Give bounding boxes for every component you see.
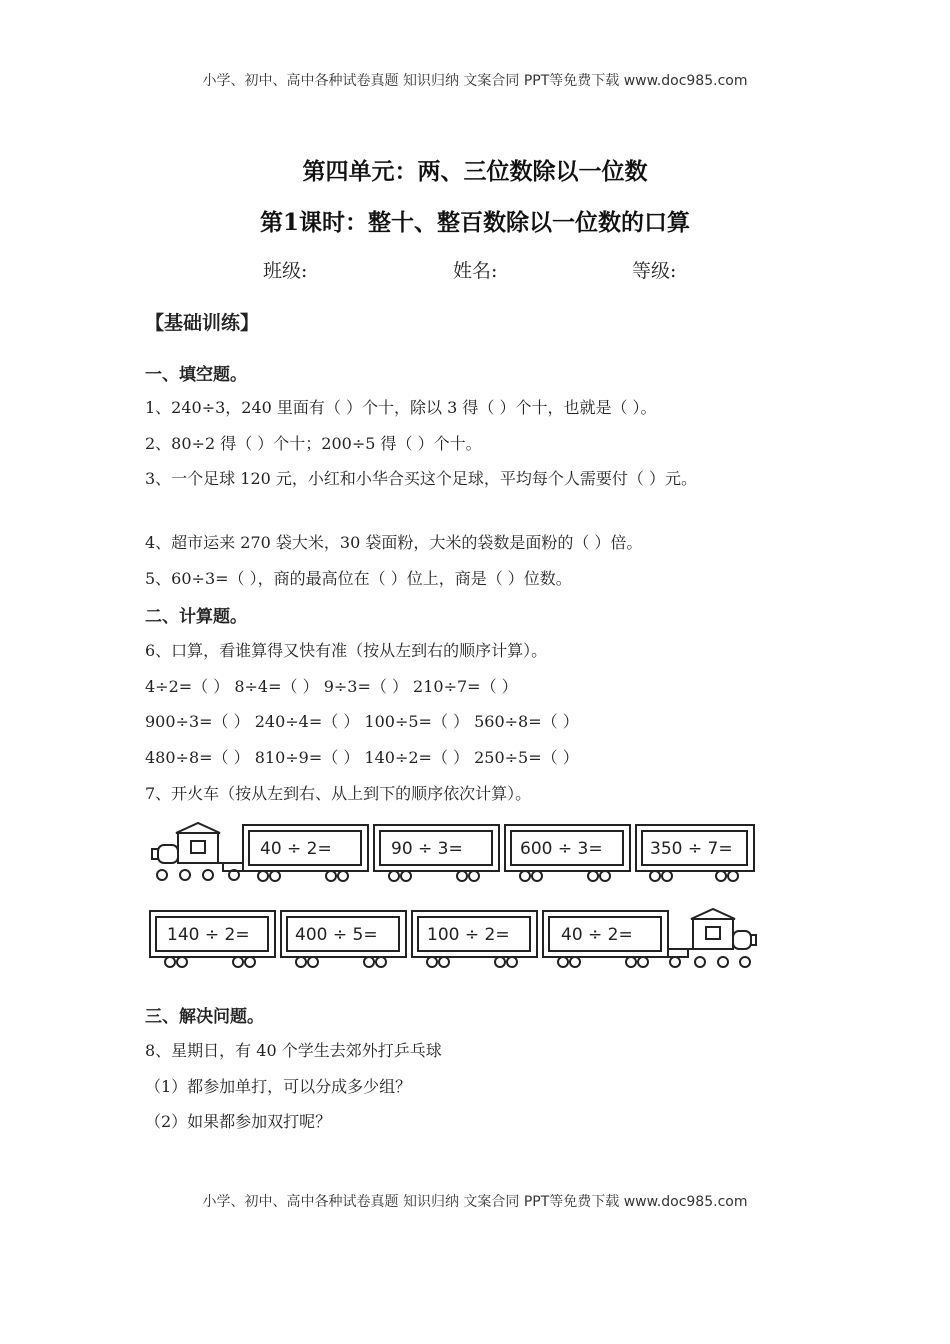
oral-calc-row-2: 900÷3=（ ） 240÷4=（ ） 100÷5=（ ） 560÷8=（ ） — [145, 712, 579, 731]
question-8-2: （2）如果都参加双打呢？ — [145, 1112, 332, 1131]
question-8-1: （1）都参加单打，可以分成多少组？ — [145, 1077, 412, 1096]
question-8: 8、星期日，有 40 个学生去郊外打乒乓球 — [145, 1041, 442, 1060]
section-basic-training: 【基础训练】 — [145, 312, 260, 334]
bottom-car-1-label: 140 ÷ 2= — [167, 925, 250, 945]
top-car-3-label: 600 ÷ 3= — [520, 839, 603, 859]
question-4: 4、超市运来 270 袋大米，30 袋面粉，大米的袋数是面粉的（ ）倍。 — [145, 533, 643, 552]
part2-heading: 二、计算题。 — [145, 607, 247, 627]
bottom-car-3-label: 100 ÷ 2= — [427, 925, 510, 945]
lesson-title: 第1课时：整十、整百数除以一位数的口算 — [259, 209, 690, 236]
footer-banner: 小学、初中、高中各种试卷真题 知识归纳 文案合同 PPT等免费下载 www.doc985.com — [202, 1194, 748, 1210]
bottom-car-4-label: 40 ÷ 2= — [561, 925, 633, 945]
train-illustration — [148, 815, 758, 980]
top-car-1-label: 40 ÷ 2= — [260, 839, 332, 859]
unit-title: 第四单元：两、三位数除以一位数 — [302, 158, 648, 185]
question-6: 6、口算，看谁算得又快有准（按从左到右的顺序计算）。 — [145, 641, 548, 660]
header-banner: 小学、初中、高中各种试卷真题 知识归纳 文案合同 PPT等免费下载 www.doc985.com — [202, 73, 748, 89]
top-locomotive — [152, 823, 243, 880]
part3-heading: 三、解决问题。 — [145, 1007, 264, 1027]
oral-calc-row-1: 4÷2=（ ） 8÷4=（ ） 9÷3=（ ） 210÷7=（ ） — [145, 677, 518, 696]
oral-calc-row-3: 480÷8=（ ） 810÷9=（ ） 140÷2=（ ） 250÷5=（ ） — [145, 748, 579, 767]
top-car-4-label: 350 ÷ 7= — [650, 839, 733, 859]
class-label: 班级: — [263, 260, 308, 282]
name-label: 姓名: — [453, 260, 498, 282]
question-3: 3、一个足球 120 元，小红和小华合买这个足球，平均每个人需要付（ ）元。 — [145, 469, 697, 488]
train-svg — [148, 815, 758, 980]
question-2: 2、80÷2 得（ ）个十；200÷5 得（ ）个十。 — [145, 434, 482, 453]
bottom-car-2-label: 400 ÷ 5= — [295, 925, 378, 945]
top-car-2-label: 90 ÷ 3= — [391, 839, 463, 859]
grade-label: 等级: — [632, 260, 677, 282]
bottom-locomotive — [668, 909, 756, 967]
question-5: 5、60÷3=（ ），商的最高位在（ ）位上，商是（ ）位数。 — [145, 569, 572, 588]
question-7: 7、开火车（按从左到右、从上到下的顺序依次计算）。 — [145, 784, 532, 803]
part1-heading: 一、填空题。 — [145, 365, 247, 385]
question-1: 1、240÷3，240 里面有（ ）个十，除以 3 得（ ）个十，也就是（ ）。 — [145, 398, 657, 417]
